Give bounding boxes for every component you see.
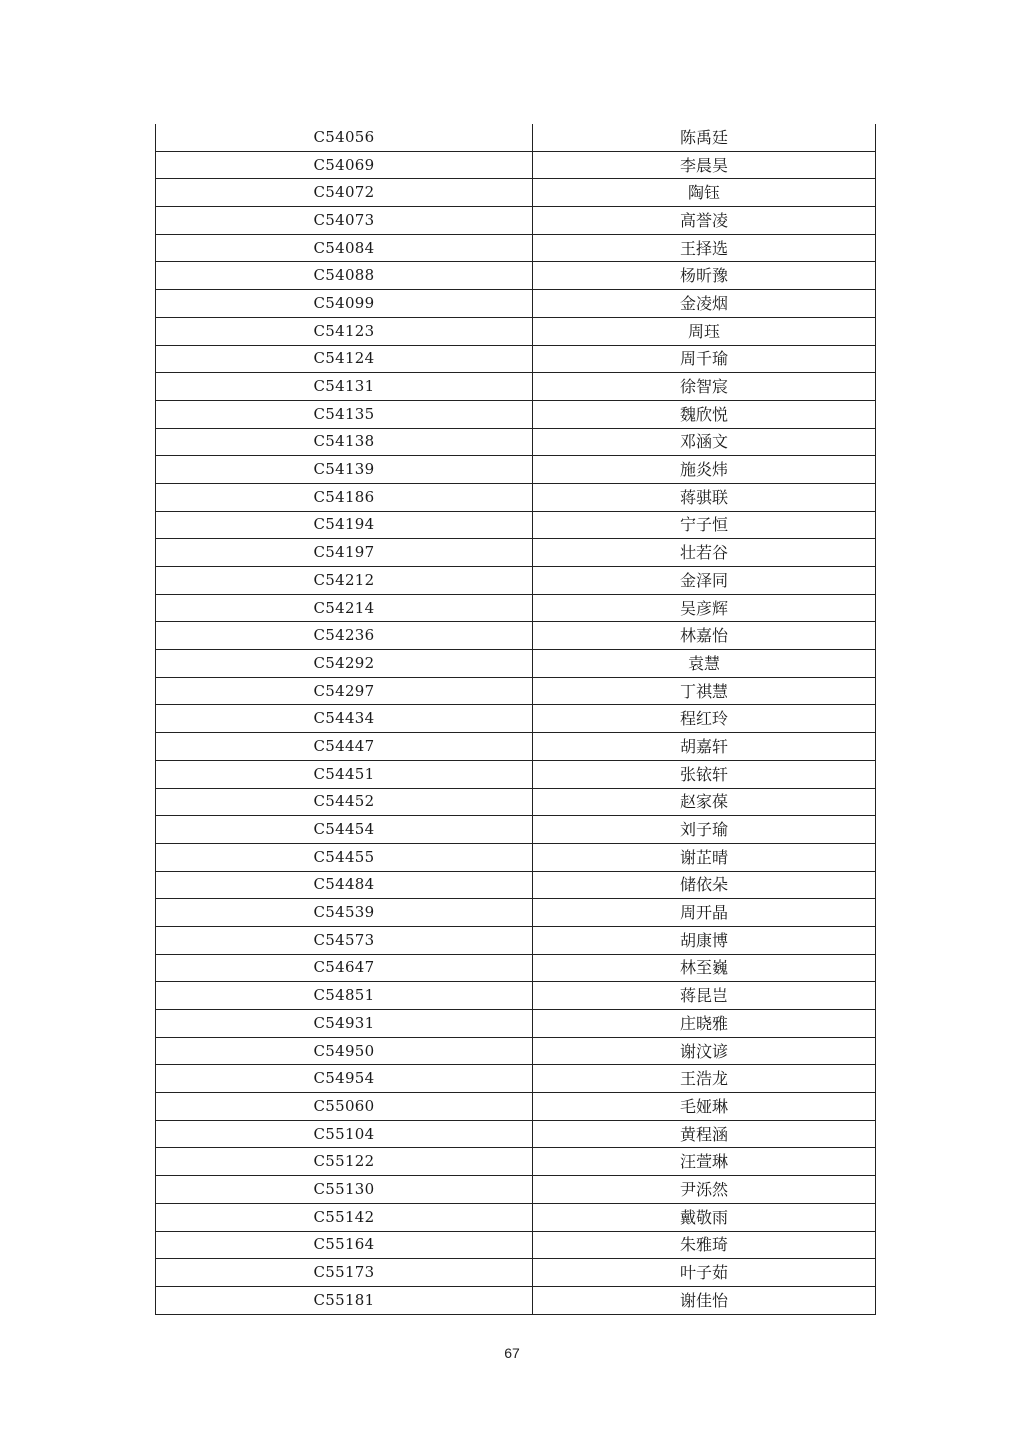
student-id-cell: C54647 bbox=[156, 954, 533, 982]
student-id-cell: C54135 bbox=[156, 400, 533, 428]
student-name-cell: 陈禹廷 bbox=[533, 124, 876, 151]
student-id-cell: C54434 bbox=[156, 705, 533, 733]
table-row bbox=[156, 539, 876, 567]
student-name-cell: 金凌烟 bbox=[533, 290, 876, 318]
student-name-cell: 徐智宸 bbox=[533, 373, 876, 401]
table-row bbox=[156, 511, 876, 539]
table-row bbox=[156, 816, 876, 844]
student-name-cell: 杨昕豫 bbox=[533, 262, 876, 290]
student-name-cell: 谢佳怡 bbox=[533, 1286, 876, 1314]
student-id-cell: C54069 bbox=[156, 151, 533, 179]
student-id-cell: C54454 bbox=[156, 816, 533, 844]
student-name-cell: 储依朵 bbox=[533, 871, 876, 899]
student-name-cell: 朱雅琦 bbox=[533, 1231, 876, 1259]
student-id-cell: C54236 bbox=[156, 622, 533, 650]
student-name-cell: 蒋骐联 bbox=[533, 483, 876, 511]
student-id-cell: C54214 bbox=[156, 594, 533, 622]
student-id-cell: C55173 bbox=[156, 1259, 533, 1287]
student-name-cell: 张铱轩 bbox=[533, 760, 876, 788]
student-name-cell: 蒋昆岂 bbox=[533, 982, 876, 1010]
student-name-cell: 李晨昊 bbox=[533, 151, 876, 179]
table-row bbox=[156, 290, 876, 318]
table-row bbox=[156, 428, 876, 456]
student-id-cell: C55181 bbox=[156, 1286, 533, 1314]
student-id-cell: C54139 bbox=[156, 456, 533, 484]
student-name-cell: 刘子瑜 bbox=[533, 816, 876, 844]
table-row bbox=[156, 373, 876, 401]
table-row bbox=[156, 400, 876, 428]
student-name-cell: 王择选 bbox=[533, 234, 876, 262]
table-row bbox=[156, 234, 876, 262]
student-name-cell: 王浩龙 bbox=[533, 1065, 876, 1093]
student-name-cell: 林嘉怡 bbox=[533, 622, 876, 650]
table-row bbox=[156, 262, 876, 290]
table-row bbox=[156, 483, 876, 511]
student-id-cell: C54084 bbox=[156, 234, 533, 262]
student-id-cell: C54073 bbox=[156, 207, 533, 235]
table-row bbox=[156, 1093, 876, 1121]
student-id-cell: C54539 bbox=[156, 899, 533, 927]
table-row bbox=[156, 151, 876, 179]
student-name-cell: 程红玲 bbox=[533, 705, 876, 733]
table-row bbox=[156, 899, 876, 927]
student-name-cell: 黄程涵 bbox=[533, 1120, 876, 1148]
student-id-cell: C54056 bbox=[156, 124, 533, 151]
student-id-cell: C54851 bbox=[156, 982, 533, 1010]
student-id-cell: C54452 bbox=[156, 788, 533, 816]
student-name-cell: 毛娅琳 bbox=[533, 1093, 876, 1121]
table-row bbox=[156, 1176, 876, 1204]
table-row bbox=[156, 1231, 876, 1259]
table-row bbox=[156, 926, 876, 954]
student-name-cell: 胡嘉轩 bbox=[533, 733, 876, 761]
student-name-cell: 金泽同 bbox=[533, 567, 876, 595]
student-id-cell: C54088 bbox=[156, 262, 533, 290]
student-name-cell: 魏欣悦 bbox=[533, 400, 876, 428]
table-row bbox=[156, 1286, 876, 1314]
student-id-cell: C55122 bbox=[156, 1148, 533, 1176]
student-name-cell: 叶子茹 bbox=[533, 1259, 876, 1287]
student-name-cell: 周开晶 bbox=[533, 899, 876, 927]
student-name-cell: 高誉凌 bbox=[533, 207, 876, 235]
roster-table bbox=[155, 124, 876, 1315]
student-name-cell: 林至巍 bbox=[533, 954, 876, 982]
student-id-cell: C54292 bbox=[156, 650, 533, 678]
student-name-cell: 谢芷晴 bbox=[533, 843, 876, 871]
table-row bbox=[156, 677, 876, 705]
roster-table-body bbox=[156, 124, 876, 1314]
student-name-cell: 袁慧 bbox=[533, 650, 876, 678]
student-id-cell: C54573 bbox=[156, 926, 533, 954]
table-row bbox=[156, 1120, 876, 1148]
student-id-cell: C55130 bbox=[156, 1176, 533, 1204]
student-name-cell: 壮若谷 bbox=[533, 539, 876, 567]
table-row bbox=[156, 1259, 876, 1287]
table-row bbox=[156, 705, 876, 733]
student-name-cell: 周千瑜 bbox=[533, 345, 876, 373]
student-id-cell: C54099 bbox=[156, 290, 533, 318]
student-name-cell: 戴敬雨 bbox=[533, 1203, 876, 1231]
student-name-cell: 庄晓雅 bbox=[533, 1010, 876, 1038]
student-id-cell: C54197 bbox=[156, 539, 533, 567]
table-row bbox=[156, 650, 876, 678]
table-row bbox=[156, 124, 876, 151]
student-name-cell: 陶钰 bbox=[533, 179, 876, 207]
student-id-cell: C55060 bbox=[156, 1093, 533, 1121]
student-id-cell: C54484 bbox=[156, 871, 533, 899]
table-row bbox=[156, 567, 876, 595]
student-id-cell: C55142 bbox=[156, 1203, 533, 1231]
table-row bbox=[156, 760, 876, 788]
student-name-cell: 宁子恒 bbox=[533, 511, 876, 539]
student-id-cell: C54123 bbox=[156, 317, 533, 345]
student-name-cell: 周珏 bbox=[533, 317, 876, 345]
student-id-cell: C54194 bbox=[156, 511, 533, 539]
table-row bbox=[156, 622, 876, 650]
student-name-cell: 邓涵文 bbox=[533, 428, 876, 456]
student-id-cell: C54931 bbox=[156, 1010, 533, 1038]
student-id-cell: C54954 bbox=[156, 1065, 533, 1093]
table-row bbox=[156, 1065, 876, 1093]
table-row bbox=[156, 733, 876, 761]
student-name-cell: 汪萱琳 bbox=[533, 1148, 876, 1176]
page-number: 67 bbox=[504, 1345, 520, 1361]
table-row bbox=[156, 1037, 876, 1065]
table-row bbox=[156, 788, 876, 816]
table-row bbox=[156, 843, 876, 871]
table-row bbox=[156, 1148, 876, 1176]
table-row bbox=[156, 456, 876, 484]
table-row bbox=[156, 982, 876, 1010]
student-name-cell: 丁祺慧 bbox=[533, 677, 876, 705]
student-id-cell: C54131 bbox=[156, 373, 533, 401]
student-id-cell: C55104 bbox=[156, 1120, 533, 1148]
table-row bbox=[156, 594, 876, 622]
student-id-cell: C54212 bbox=[156, 567, 533, 595]
table-row bbox=[156, 207, 876, 235]
student-id-cell: C54455 bbox=[156, 843, 533, 871]
table-row bbox=[156, 1010, 876, 1038]
student-id-cell: C54447 bbox=[156, 733, 533, 761]
table-row bbox=[156, 954, 876, 982]
table-row bbox=[156, 179, 876, 207]
table-row bbox=[156, 871, 876, 899]
student-id-cell: C54138 bbox=[156, 428, 533, 456]
student-name-cell: 谢汶谚 bbox=[533, 1037, 876, 1065]
student-name-cell: 胡康博 bbox=[533, 926, 876, 954]
student-name-cell: 赵家葆 bbox=[533, 788, 876, 816]
student-id-cell: C54124 bbox=[156, 345, 533, 373]
student-id-cell: C55164 bbox=[156, 1231, 533, 1259]
student-name-cell: 吴彦辉 bbox=[533, 594, 876, 622]
student-id-cell: C54072 bbox=[156, 179, 533, 207]
student-name-cell: 施炎炜 bbox=[533, 456, 876, 484]
student-id-cell: C54297 bbox=[156, 677, 533, 705]
student-name-cell: 尹泺然 bbox=[533, 1176, 876, 1204]
student-id-cell: C54950 bbox=[156, 1037, 533, 1065]
student-id-cell: C54451 bbox=[156, 760, 533, 788]
table-row bbox=[156, 1203, 876, 1231]
student-id-cell: C54186 bbox=[156, 483, 533, 511]
table-row bbox=[156, 345, 876, 373]
table-row bbox=[156, 317, 876, 345]
